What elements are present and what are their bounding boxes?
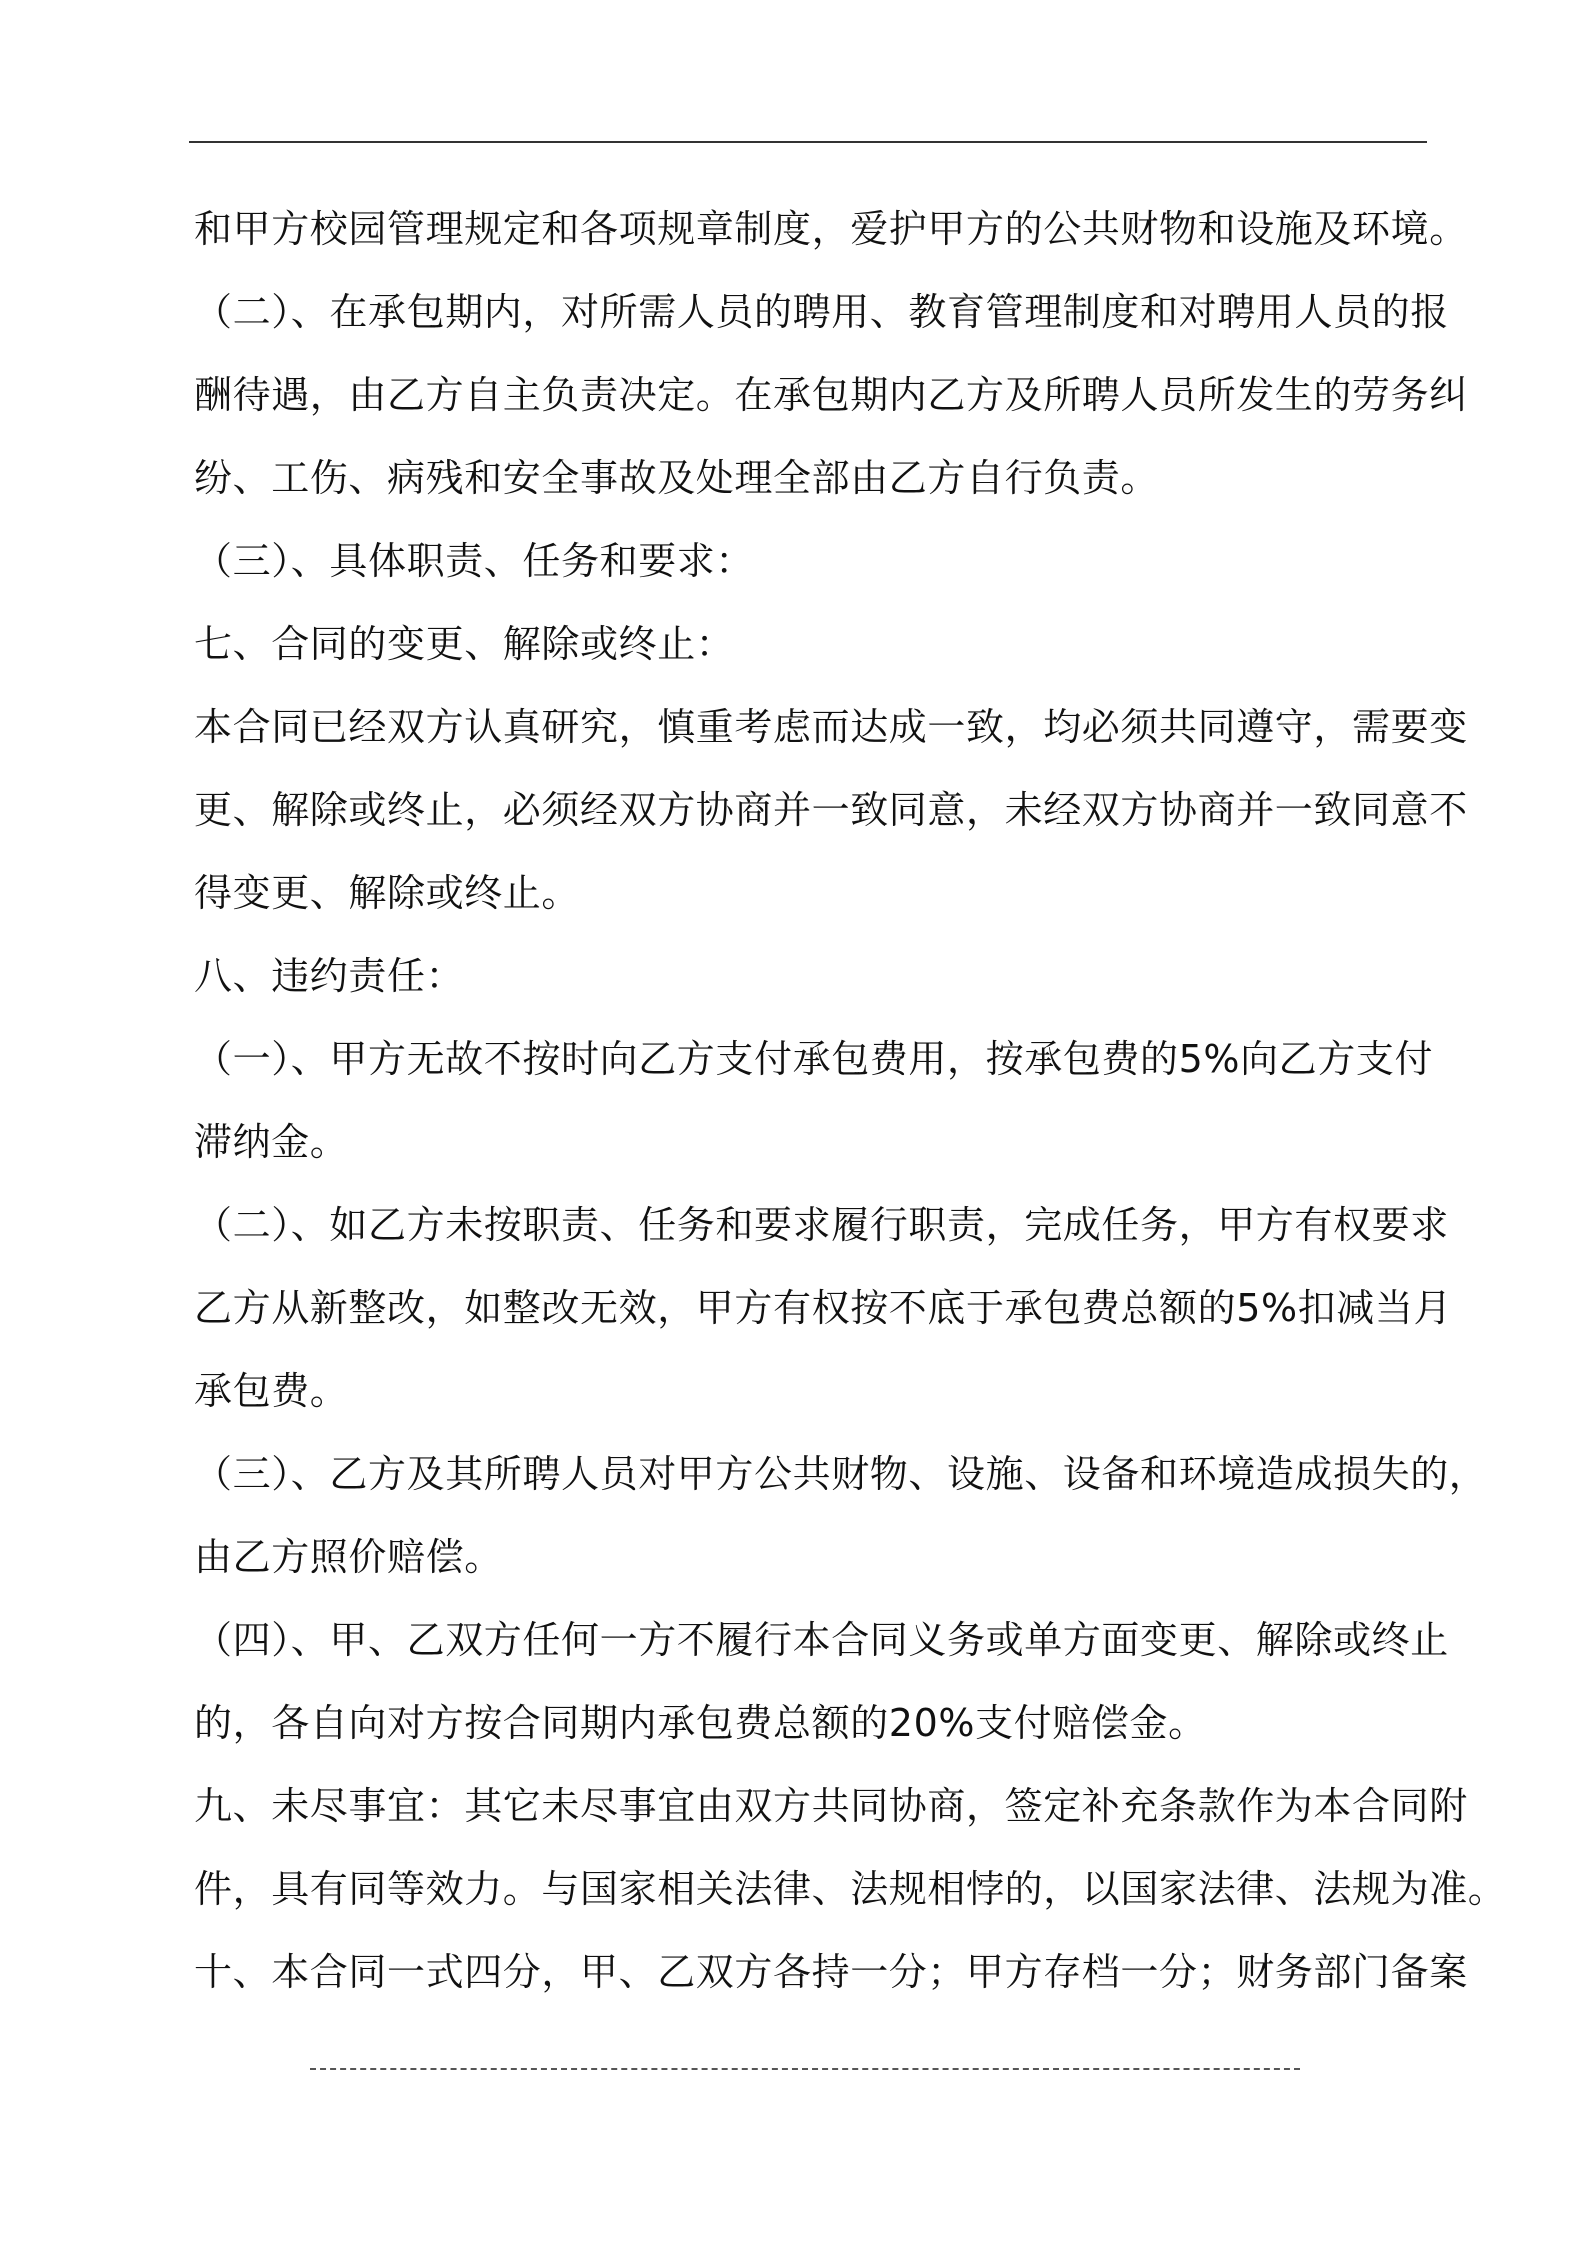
text-line: 本合同已经双方认真研究，慎重考虑而达成一致，均必须共同遵守，需要变 [194,705,1468,749]
section-heading: 九、未尽事宜：其它未尽事宜由双方共同协商，签定补充条款作为本合同附 [194,1784,1468,1828]
text-line: （二）、如乙方未按职责、任务和要求履行职责，完成任务，甲方有权要求 [194,1203,1449,1247]
text-line: （三）、具体职责、任务和要求： [194,539,755,583]
section-heading: 十、本合同一式四分，甲、乙双方各持一分；甲方存档一分；财务部门备案 [194,1950,1468,1994]
text-line: 酬待遇，由乙方自主负责决定。在承包期内乙方及所聘人员所发生的劳务纠 [194,373,1468,417]
text-line: 得变更、解除或终止。 [194,871,581,915]
text-line: 件，具有同等效力。与国家相关法律、法规相悖的，以国家法律、法规为准。 [194,1867,1507,1911]
text-line: 乙方从新整改，如整改无效，甲方有权按不底于承包费总额的5%扣减当月 [194,1286,1453,1330]
text-line: 更、解除或终止，必须经双方协商并一致同意，未经双方协商并一致同意不 [194,788,1468,832]
section-heading: 八、违约责任： [194,954,465,998]
text-line: （四）、甲、乙双方任何一方不履行本合同义务或单方面变更、解除或终止 [194,1618,1449,1662]
text-line: 和甲方校园管理规定和各项规章制度，爱护甲方的公共财物和设施及环境。 [194,207,1468,251]
footer-dashed-rule [310,2068,1300,2070]
text-line: 纷、工伤、病残和安全事故及处理全部由乙方自行负责。 [194,456,1160,500]
section-heading: 七、合同的变更、解除或终止： [194,622,735,666]
text-line: （二）、在承包期内，对所需人员的聘用、教育管理制度和对聘用人员的报 [194,290,1449,334]
text-line: （一）、甲方无故不按时向乙方支付承包费用，按承包费的5%向乙方支付 [194,1037,1434,1081]
text-line: （三）、乙方及其所聘人员对甲方公共财物、设施、设备和环境造成损失的， [194,1452,1488,1496]
text-line: 滞纳金。 [194,1120,349,1164]
document-body [194,188,1507,2014]
text-line: 的，各自向对方按合同期内承包费总额的20%支付赔偿金。 [194,1701,1207,1745]
text-line: 承包费。 [194,1369,349,1413]
text-line: 由乙方照价赔偿。 [194,1535,503,1579]
header-rule [189,141,1427,143]
